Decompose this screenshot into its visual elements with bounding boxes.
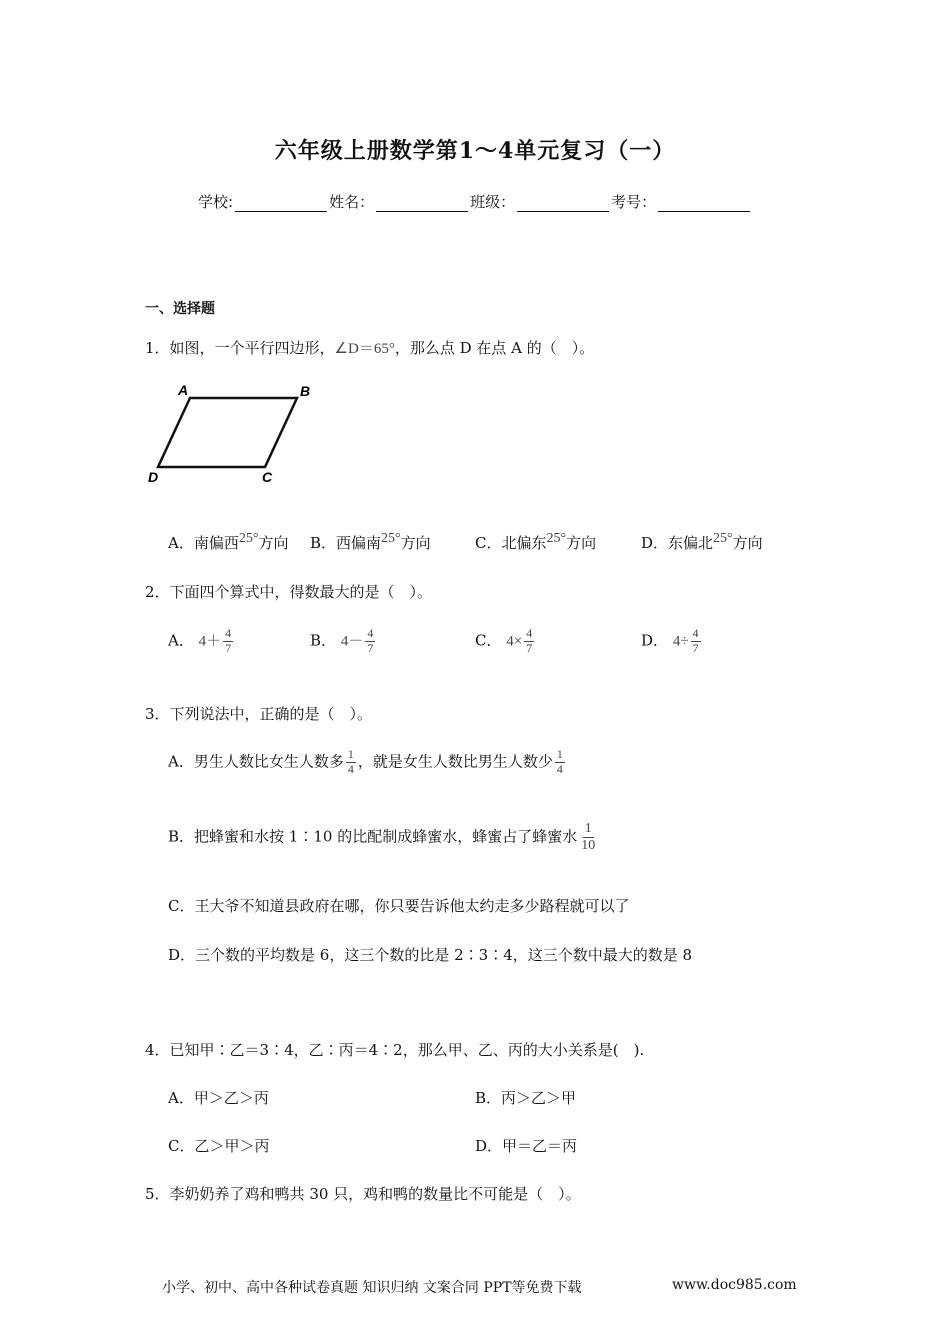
vertex-c-label: C xyxy=(262,469,273,485)
q3-option-b-text: B．把蜂蜜和水按 1∶10 的比配制成蜂蜜水，蜂蜜占了蜂蜜水 xyxy=(168,827,578,846)
q4-option-b[interactable]: B．丙＞乙＞甲 xyxy=(475,1089,577,1107)
number-label: 考号： xyxy=(611,193,657,211)
q1-option-c[interactable] xyxy=(475,532,596,553)
page-title: 六年级上册数学第1～4单元复习（一） xyxy=(274,138,676,164)
q3-option-a-middle: ，就是女生人数比男生人数少 xyxy=(357,752,553,771)
q2-option-b-expr: 4－ xyxy=(340,633,364,650)
q4-option-a[interactable]: A．甲＞乙＞丙 xyxy=(168,1089,269,1107)
q2-option-c-expr: 4× xyxy=(506,633,523,650)
q3-option-a-fraction-1 xyxy=(346,748,356,777)
q3-a-denominator-2: 4 xyxy=(556,761,563,776)
q2-option-b[interactable] xyxy=(310,627,377,656)
section-heading: 一、选择题 xyxy=(145,301,215,317)
q3-option-b[interactable] xyxy=(168,821,599,854)
footer-url[interactable]: www.doc985.com xyxy=(672,1277,797,1293)
q2-option-a-label: A． xyxy=(168,631,194,650)
question-3: 3．下列说法中，正确的是（ ）。 xyxy=(145,705,373,723)
q2-option-c[interactable] xyxy=(475,627,536,656)
q2-c-numerator: 4 xyxy=(526,626,533,640)
q2-d-denominator: 7 xyxy=(692,640,699,655)
q1-option-b-text: B．西偏南 xyxy=(310,534,382,552)
parallelogram-shape xyxy=(158,398,297,467)
class-blank[interactable] xyxy=(517,197,609,212)
question-1 xyxy=(145,337,594,358)
student-info-line xyxy=(198,191,752,212)
q2-b-numerator: 4 xyxy=(367,626,374,640)
q1-option-b-degree: 25° xyxy=(381,531,401,546)
q2-c-denominator: 7 xyxy=(526,640,533,655)
vertex-b-label: B xyxy=(300,383,311,399)
q1-option-c-suffix: 方向 xyxy=(566,534,597,552)
q4-option-d[interactable]: D．甲＝乙＝丙 xyxy=(475,1137,578,1155)
q2-option-d-label: D． xyxy=(641,631,669,650)
q2-option-a-expr: 4＋ xyxy=(198,633,222,650)
q1-option-d-suffix: 方向 xyxy=(732,534,763,552)
vertex-d-label: D xyxy=(148,469,159,485)
q2-option-d-fraction xyxy=(691,627,701,656)
q2-option-c-label: C． xyxy=(475,631,502,650)
q2-option-b-fraction xyxy=(365,627,375,656)
q1-option-c-degree: 25° xyxy=(546,531,567,546)
q3-a-numerator-2: 1 xyxy=(556,747,563,761)
footer-text: 小学、初中、高中各种试卷真题 知识归纳 文案合同 PPT等免费下载 xyxy=(162,1280,582,1296)
q2-a-numerator: 4 xyxy=(225,626,232,640)
name-label: 姓名： xyxy=(329,193,375,211)
q3-b-numerator: 1 xyxy=(583,821,594,838)
q1-option-b-suffix: 方向 xyxy=(400,534,431,552)
q3-option-a[interactable] xyxy=(168,748,567,777)
q2-option-a[interactable] xyxy=(168,627,235,656)
q2-a-denominator: 7 xyxy=(225,640,232,655)
q1-text-post: ，那么点 D 在点 A 的（ ）。 xyxy=(394,339,595,357)
q2-option-d[interactable] xyxy=(641,627,703,656)
q1-angle: ∠D＝65° xyxy=(334,341,395,357)
q3-b-denominator: 10 xyxy=(581,838,596,854)
q1-option-a-degree: 25° xyxy=(238,531,259,546)
q2-option-b-label: B． xyxy=(310,631,337,650)
q3-a-numerator-1: 1 xyxy=(347,747,354,761)
q2-d-numerator: 4 xyxy=(692,626,699,640)
name-blank[interactable] xyxy=(376,197,468,212)
question-5: 5．李奶奶养了鸡和鸭共 30 只，鸡和鸭的数量比不可能是（ ）。 xyxy=(145,1185,581,1203)
class-label: 班级： xyxy=(470,193,516,211)
q1-option-d-text: D．东偏北 xyxy=(641,534,714,552)
question-2: 2．下面四个算式中，得数最大的是（ ）。 xyxy=(145,583,433,601)
parallelogram-figure xyxy=(140,378,320,488)
q1-text-pre: 1．如图，一个平行四边形， xyxy=(145,339,335,357)
q3-option-b-fraction xyxy=(579,821,597,854)
q2-option-a-fraction xyxy=(223,627,233,656)
q1-option-d[interactable] xyxy=(641,532,763,553)
q1-option-a-suffix: 方向 xyxy=(258,534,289,552)
q1-option-b[interactable] xyxy=(310,532,431,553)
q3-a-denominator-1: 4 xyxy=(347,761,354,776)
question-4: 4．已知甲∶乙＝3∶4，乙∶丙＝4∶2，那么甲、乙、丙的大小关系是( ). xyxy=(145,1041,645,1059)
q1-option-c-text: C．北偏东 xyxy=(475,534,547,552)
q1-option-a-text: A．南偏西 xyxy=(168,534,239,552)
q3-option-c[interactable]: C．王大爷不知道县政府在哪，你只要告诉他太约走多少路程就可以了 xyxy=(168,897,630,915)
vertex-a-label: A xyxy=(178,382,189,398)
q2-b-denominator: 7 xyxy=(367,640,374,655)
q2-option-c-fraction xyxy=(524,627,534,656)
q3-option-a-fraction-2 xyxy=(555,748,565,777)
school-label: 学校: xyxy=(198,193,234,211)
q2-option-d-expr: 4÷ xyxy=(672,633,689,650)
q3-option-d[interactable]: D．三个数的平均数是 6，这三个数的比是 2∶3∶4，这三个数中最大的数是 8 xyxy=(168,946,693,964)
q3-option-a-text: A．男生人数比女生人数多 xyxy=(168,752,344,771)
school-blank[interactable] xyxy=(235,197,327,212)
q4-option-c[interactable]: C．乙＞甲＞丙 xyxy=(168,1137,270,1155)
number-blank[interactable] xyxy=(658,197,750,212)
q1-option-d-degree: 25° xyxy=(713,531,733,546)
q1-option-a[interactable] xyxy=(168,532,288,553)
